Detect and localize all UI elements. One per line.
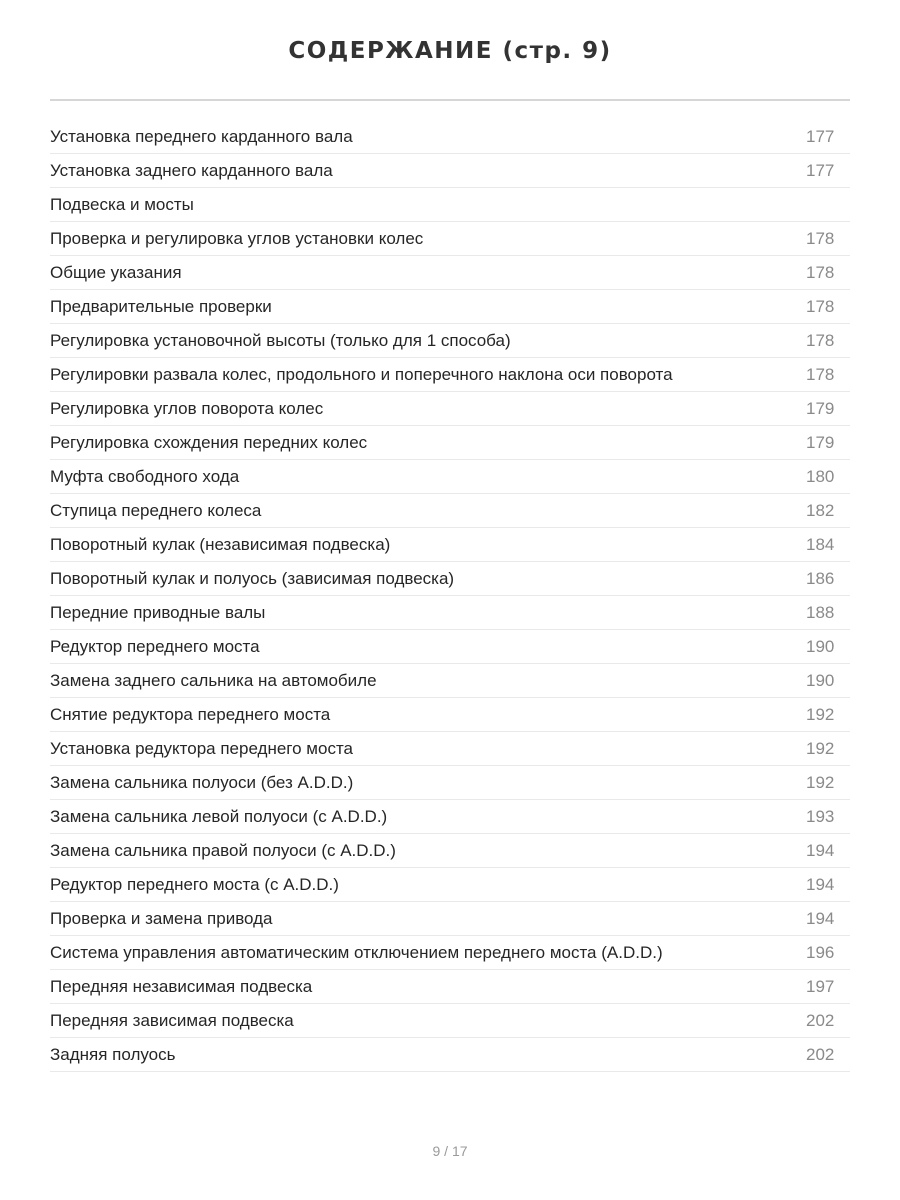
toc-entry-title: Система управления автоматическим отключением переднего моста (A.D.D.) <box>50 942 663 962</box>
toc-entry[interactable] <box>50 222 850 256</box>
toc-entry[interactable] <box>50 562 850 596</box>
page-indicator: 9 / 17 <box>432 1143 468 1159</box>
toc-entry-title: Регулировка углов поворота колес <box>50 398 324 418</box>
toc-entry-title: Установка редуктора переднего моста <box>50 738 353 758</box>
toc-entry[interactable] <box>50 596 850 630</box>
toc-entry-page-number: 194 <box>806 840 835 860</box>
toc-entry[interactable] <box>50 936 850 970</box>
toc-entry[interactable] <box>50 256 850 290</box>
toc-entry-page-number: 179 <box>806 432 835 452</box>
toc-entry-page-number: 184 <box>806 534 835 554</box>
toc-entry-title: Регулировка установочной высоты (только для 1 способа) <box>50 330 511 350</box>
toc-entry[interactable] <box>50 494 850 528</box>
toc-entry-title: Замена сальника полуоси (без A.D.D.) <box>50 772 354 792</box>
toc-entry[interactable] <box>50 120 850 154</box>
toc-entry[interactable] <box>50 732 850 766</box>
toc-entry-page-number: 182 <box>806 500 835 520</box>
toc-entry-page-number: 202 <box>806 1010 835 1030</box>
toc-entry-page-number: 188 <box>806 602 835 622</box>
toc-entry[interactable] <box>50 800 850 834</box>
toc-entry-page-number: 197 <box>806 976 835 996</box>
toc-entry-page-number: 190 <box>806 670 835 690</box>
toc-entry[interactable] <box>50 834 850 868</box>
toc-entry[interactable] <box>50 868 850 902</box>
toc-entry-page-number: 202 <box>806 1044 835 1064</box>
toc-entry-page-number: 193 <box>806 806 835 826</box>
toc-entry-page-number: 179 <box>806 398 835 418</box>
toc-entry-page-number: 192 <box>806 772 835 792</box>
toc-entry-title: Поворотный кулак и полуось (зависимая подвеска) <box>50 568 455 588</box>
toc-entry-page-number: 177 <box>806 126 835 146</box>
toc-entry[interactable] <box>50 630 850 664</box>
toc-entry[interactable] <box>50 392 850 426</box>
title-divider <box>50 99 850 101</box>
toc-entry[interactable] <box>50 902 850 936</box>
toc-entry[interactable] <box>50 460 850 494</box>
toc-entry-title: Регулировки развала колес, продольного и поперечного наклона оси поворота <box>50 364 673 384</box>
toc-entry-page-number: 178 <box>806 228 835 248</box>
toc-entry-title: Ступица переднего колеса <box>50 500 262 520</box>
toc-entry[interactable] <box>50 324 850 358</box>
toc-entry-page-number: 186 <box>806 568 835 588</box>
toc-entry-title: Установка заднего карданного вала <box>50 160 333 180</box>
toc-entry-title: Муфта свободного хода <box>50 466 240 486</box>
toc-entry-title: Снятие редуктора переднего моста <box>50 704 331 724</box>
toc-entry[interactable] <box>50 1004 850 1038</box>
toc-entry-title: Регулировка схождения передних колес <box>50 432 368 452</box>
toc-entry-title: Редуктор переднего моста (с A.D.D.) <box>50 874 339 894</box>
toc-entry[interactable] <box>50 426 850 460</box>
toc-entry-title: Проверка и замена привода <box>50 908 273 928</box>
toc-entry-title: Замена сальника левой полуоси (с A.D.D.) <box>50 806 388 826</box>
toc-entry-page-number: 194 <box>806 874 835 894</box>
toc-entry-title: Передние приводные валы <box>50 602 266 622</box>
toc-entry-page-number: 178 <box>806 296 835 316</box>
toc-entry[interactable] <box>50 766 850 800</box>
table-of-contents <box>50 120 850 1072</box>
toc-entry-page-number: 178 <box>806 262 835 282</box>
toc-entry-page-number: 177 <box>806 160 835 180</box>
toc-entry[interactable] <box>50 528 850 562</box>
toc-entry-page-number: 192 <box>806 704 835 724</box>
toc-entry[interactable] <box>50 664 850 698</box>
toc-entry-page-number: 178 <box>806 330 835 350</box>
toc-entry[interactable] <box>50 358 850 392</box>
toc-entry-title: Редуктор переднего моста <box>50 636 260 656</box>
toc-entry[interactable] <box>50 698 850 732</box>
toc-entry-title: Задняя полуось <box>50 1044 176 1064</box>
toc-entry-page-number: 196 <box>806 942 835 962</box>
toc-entry[interactable] <box>50 188 850 222</box>
toc-entry-page-number: 180 <box>806 466 835 486</box>
toc-entry-title: Передняя независимая подвеска <box>50 976 313 996</box>
toc-entry[interactable] <box>50 970 850 1004</box>
toc-entry-title: Подвеска и мосты <box>50 194 194 214</box>
toc-entry-page-number: 194 <box>806 908 835 928</box>
toc-entry-title: Замена заднего сальника на автомобиле <box>50 670 377 690</box>
page-title: СОДЕРЖАНИЕ (стр. 9) <box>288 38 612 64</box>
toc-entry-title: Проверка и регулировка углов установки колес <box>50 228 424 248</box>
toc-entry[interactable] <box>50 290 850 324</box>
toc-entry-title: Поворотный кулак (независимая подвеска) <box>50 534 391 554</box>
toc-entry-title: Передняя зависимая подвеска <box>50 1010 294 1030</box>
toc-entry[interactable] <box>50 154 850 188</box>
toc-entry-title: Замена сальника правой полуоси (с A.D.D.) <box>50 840 396 860</box>
toc-entry-page-number: 178 <box>806 364 835 384</box>
toc-entry-title: Общие указания <box>50 262 182 282</box>
toc-entry-page-number: 192 <box>806 738 835 758</box>
toc-entry[interactable] <box>50 1038 850 1072</box>
toc-entry-title: Предварительные проверки <box>50 296 272 316</box>
toc-entry-title: Установка переднего карданного вала <box>50 126 353 146</box>
toc-entry-page-number: 190 <box>806 636 835 656</box>
